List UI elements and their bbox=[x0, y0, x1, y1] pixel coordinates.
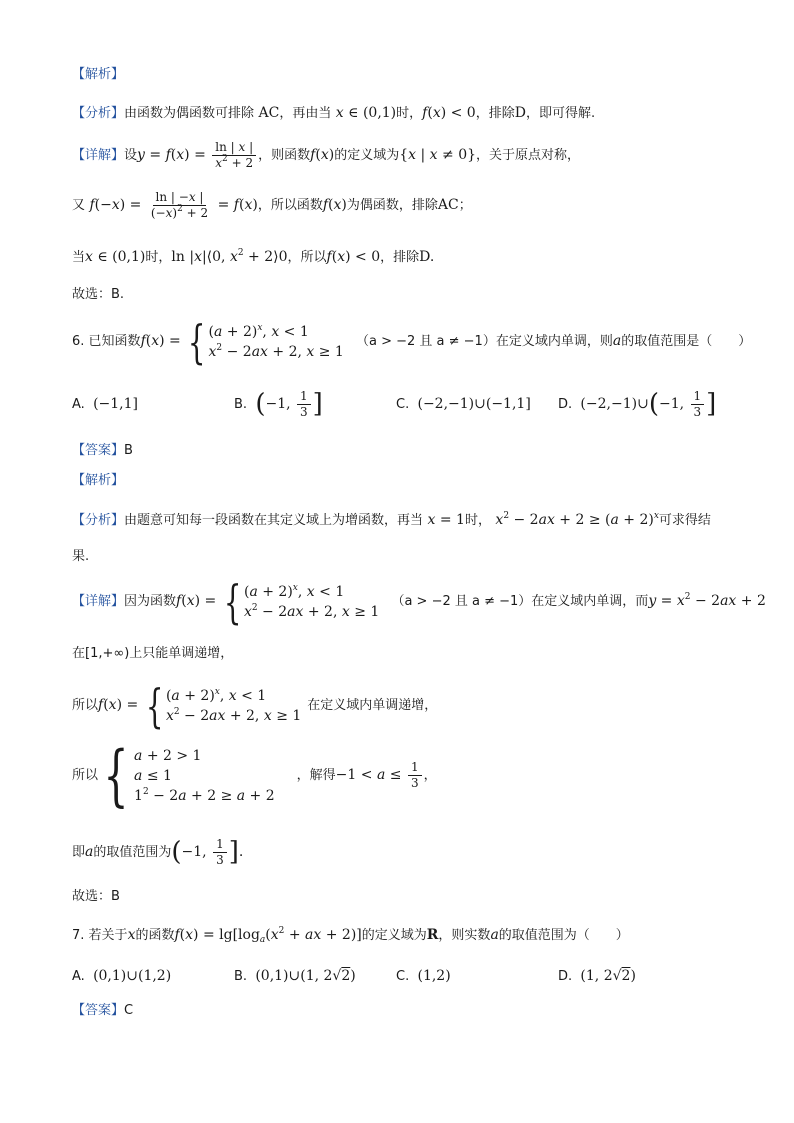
answer-6 bbox=[72, 442, 133, 460]
condition: （a > −2 且 a ≠ −1） bbox=[355, 334, 496, 349]
fenxi-line-2: 【分析】由题意可知每一段函数在其定义域上为增函数，再当 x = 1时， $x^2 - 2ax + 2 \ge (a + 2)^x$可求得结 bbox=[72, 511, 711, 528]
detail-text: 时， bbox=[145, 250, 172, 265]
detail-text: 的定义域为 bbox=[334, 148, 400, 163]
fenxi-text: 可求得结 bbox=[658, 513, 711, 528]
detail-text: ，解得 bbox=[296, 768, 336, 783]
xiangjie-1-line-3: 当x ∈ (0,1)时，ln |x|⟨0, $x^2$ + 2⟩0，所以f(x) < 0，排除D. bbox=[72, 248, 435, 265]
answer-value: C bbox=[124, 1003, 134, 1018]
question-text: 的函数 bbox=[135, 928, 175, 943]
fenxi-text: ，即可得解. bbox=[525, 106, 596, 121]
piecewise-cases: $(a + 2)^x$, x < 1 $x^2 - 2ax + 2$, x ≥ 1 bbox=[243, 582, 380, 620]
detail-text: 即 bbox=[72, 845, 86, 860]
question-number: 7. bbox=[72, 928, 85, 943]
fenxi-text: ，排除 bbox=[475, 106, 515, 121]
detail-text: 当 bbox=[72, 250, 86, 265]
question-7: 7. 若关于x的函数$f(x) = \lg[\log_a(x^2$ + ax + 2)]的定义域为R，则实数a的取值范围为（ ） bbox=[72, 926, 629, 945]
question-text: 的取值范围为（ ） bbox=[498, 928, 629, 943]
detail-text: ，所以函数 bbox=[257, 198, 323, 213]
option-value: (−2,−1)∪(−1,1] bbox=[417, 396, 531, 412]
answer-tag: 【答案】 bbox=[72, 443, 125, 458]
option-label: A. bbox=[72, 397, 85, 412]
fenxi-line-2-continued: 果. bbox=[72, 549, 90, 564]
detail-text: 为偶函数，排除 bbox=[346, 198, 438, 213]
xiangjie-tag: 【详解】 bbox=[72, 148, 125, 163]
answer-tag: 【答案】 bbox=[72, 1003, 125, 1018]
q6-option-c[interactable] bbox=[396, 392, 531, 417]
analysis-tag: 【解析】 bbox=[72, 67, 125, 82]
detail-text: ，所以 bbox=[287, 250, 327, 265]
detail-text: ，则函数 bbox=[258, 148, 311, 163]
fenxi-tag: 【分析】 bbox=[72, 106, 125, 121]
question-text: 已知函数 bbox=[88, 334, 141, 349]
xiangjie-2-line-4: 所以{ a + 2 > 1 a ≤ 1 $1^2 - 2a + 2 \ge a + 2$ ，解得−1 < a ≤ $\frac{1}{3}$ ， bbox=[72, 736, 437, 814]
xiangjie-1-line-2: 又 f(−x) = $\frac{\ln | -x |}{(-x)^2 + 2}$ = f(x)，所以函数f(x)为偶函数，排除AC； bbox=[72, 190, 472, 220]
xiangjie-tag: 【详解】 bbox=[72, 594, 125, 609]
piecewise-cases: $(a + 2)^x$, x < 1 $x^2 - 2ax + 2$, x ≥ 1 bbox=[165, 686, 302, 724]
detail-text: ，关于原点对称， bbox=[476, 148, 581, 163]
q7-option-b[interactable]: B. (0,1)∪(1, 2√2) bbox=[234, 968, 356, 984]
question-number: 6. bbox=[72, 334, 85, 349]
fraction: $\frac{\ln | x |}{x^2 + 2}$ bbox=[212, 140, 256, 171]
xiangjie-1-line-1: 【详解】设y = f(x) = $\frac{\ln | x |}{x^2 + 2}$ ，则函数f(x)的定义域为{x | x ≠ 0}，关于原点对称， bbox=[72, 140, 581, 170]
detail-text: 的取值范围为 bbox=[93, 845, 172, 860]
fenxi-text: ，再由当 bbox=[279, 106, 332, 121]
fenxi-tag: 【分析】 bbox=[72, 513, 125, 528]
detail-text: 设 bbox=[124, 148, 138, 163]
detail-text: 所以 bbox=[72, 698, 99, 713]
q7-option-d[interactable]: D. (1, 2√2) bbox=[558, 968, 636, 984]
brace: { bbox=[145, 678, 164, 733]
answer-7 bbox=[72, 1002, 133, 1020]
option-label: B. bbox=[234, 397, 248, 412]
brace: { bbox=[103, 736, 129, 814]
fenxi-text: 由函数为偶函数可排除 bbox=[124, 106, 255, 121]
inequality-system: a + 2 > 1 a ≤ 1 $1^2 - 2a + 2 \ge a + 2$ bbox=[134, 747, 275, 804]
condition: （a > −2 且 a ≠ −1） bbox=[391, 594, 532, 609]
q6-option-a[interactable] bbox=[72, 392, 138, 417]
detail-text: 在定义域内单调递增， bbox=[307, 698, 438, 713]
option-value: (0,1)∪(1,2) bbox=[93, 968, 172, 984]
detail-text: 因为函数 bbox=[124, 594, 177, 609]
brace: { bbox=[188, 314, 206, 369]
question-6: 6. 已知函数f(x) = { $(a + 2)^x$, x < 1 $x^2 - 2ax + 2$, x ≥ 1 （a > −2 且 a ≠ −1）在定义域内单调，则a的取值范围是（ ） bbox=[72, 314, 752, 369]
question-text: ，则实数 bbox=[438, 928, 491, 943]
answer-choice-1: 故选：B. bbox=[72, 287, 125, 302]
xiangjie-2-line-3: 所以f(x) = { $(a + 2)^x$, x < 1 $x^2 - 2ax + 2$, x ≥ 1 在定义域内单调递增， bbox=[72, 678, 438, 733]
detail-text: ，排除 bbox=[380, 250, 420, 265]
q7-option-c[interactable] bbox=[396, 964, 451, 989]
q7-option-a[interactable] bbox=[72, 964, 171, 989]
analysis-header-1 bbox=[72, 66, 124, 84]
q6-option-d[interactable]: D. (−2,−1)∪(−1, $\frac{1}{3}$ ] bbox=[558, 388, 717, 419]
option-label: D. bbox=[558, 397, 573, 412]
question-text: 在定义域内单调，则 bbox=[495, 334, 613, 349]
piecewise-cases: $(a + 2)^x$, x < 1 $x^2 - 2ax + 2$, x ≥ 1 bbox=[208, 322, 344, 360]
detail-text: 所以 bbox=[72, 768, 99, 783]
analysis-header-2 bbox=[72, 472, 124, 490]
fenxi-text: 时， bbox=[396, 106, 423, 121]
detail-text: 又 bbox=[72, 198, 86, 213]
option-label: D. bbox=[558, 969, 573, 984]
detail-text: 在定义域内单调，而 bbox=[531, 594, 649, 609]
xiangjie-2-line-5: 即a的取值范围为(−1, $\frac{1}{3}$ ]. bbox=[72, 836, 244, 867]
option-label: C. bbox=[396, 397, 410, 412]
fenxi-line-1: 【分析】由函数为偶函数可排除 AC，再由当 x ∈ (0,1)时，f(x) < 0，排除D，即可得解. bbox=[72, 105, 596, 121]
fenxi-text: 时， bbox=[464, 513, 491, 528]
fraction: $\frac{\ln | -x |}{(-x)^2 + 2}$ bbox=[150, 190, 209, 220]
xiangjie-2-line-2: 在[1,+∞)上只能单调递增， bbox=[72, 646, 234, 661]
xiangjie-2-line-1: 【详解】因为函数f(x) = { $(a + 2)^x$, x < 1 $x^2 - 2ax + 2$, x ≥ 1 （a > −2 且 a ≠ −1）在定义域内单调，而$y = x^2 - 2ax + 2$ bbox=[72, 574, 766, 629]
answer-choice-2: 故选：B bbox=[72, 889, 120, 904]
q6-option-b[interactable]: B. (−1, $\frac{1}{3}$ ] bbox=[234, 388, 323, 419]
option-value: (1,2) bbox=[417, 968, 451, 984]
question-text: 的取值范围是（ ） bbox=[621, 334, 752, 349]
answer-value: B bbox=[124, 443, 133, 458]
option-label: C. bbox=[396, 969, 410, 984]
option-label: B. bbox=[234, 969, 248, 984]
option-label: A. bbox=[72, 969, 85, 984]
question-text: 的定义域为 bbox=[361, 928, 427, 943]
question-text: 若关于 bbox=[88, 928, 128, 943]
option-value: (−1,1] bbox=[93, 396, 138, 412]
fenxi-text: 由题意可知每一段函数在其定义域上为增函数，再当 bbox=[124, 513, 424, 528]
analysis-tag: 【解析】 bbox=[72, 473, 125, 488]
brace: { bbox=[223, 574, 242, 629]
